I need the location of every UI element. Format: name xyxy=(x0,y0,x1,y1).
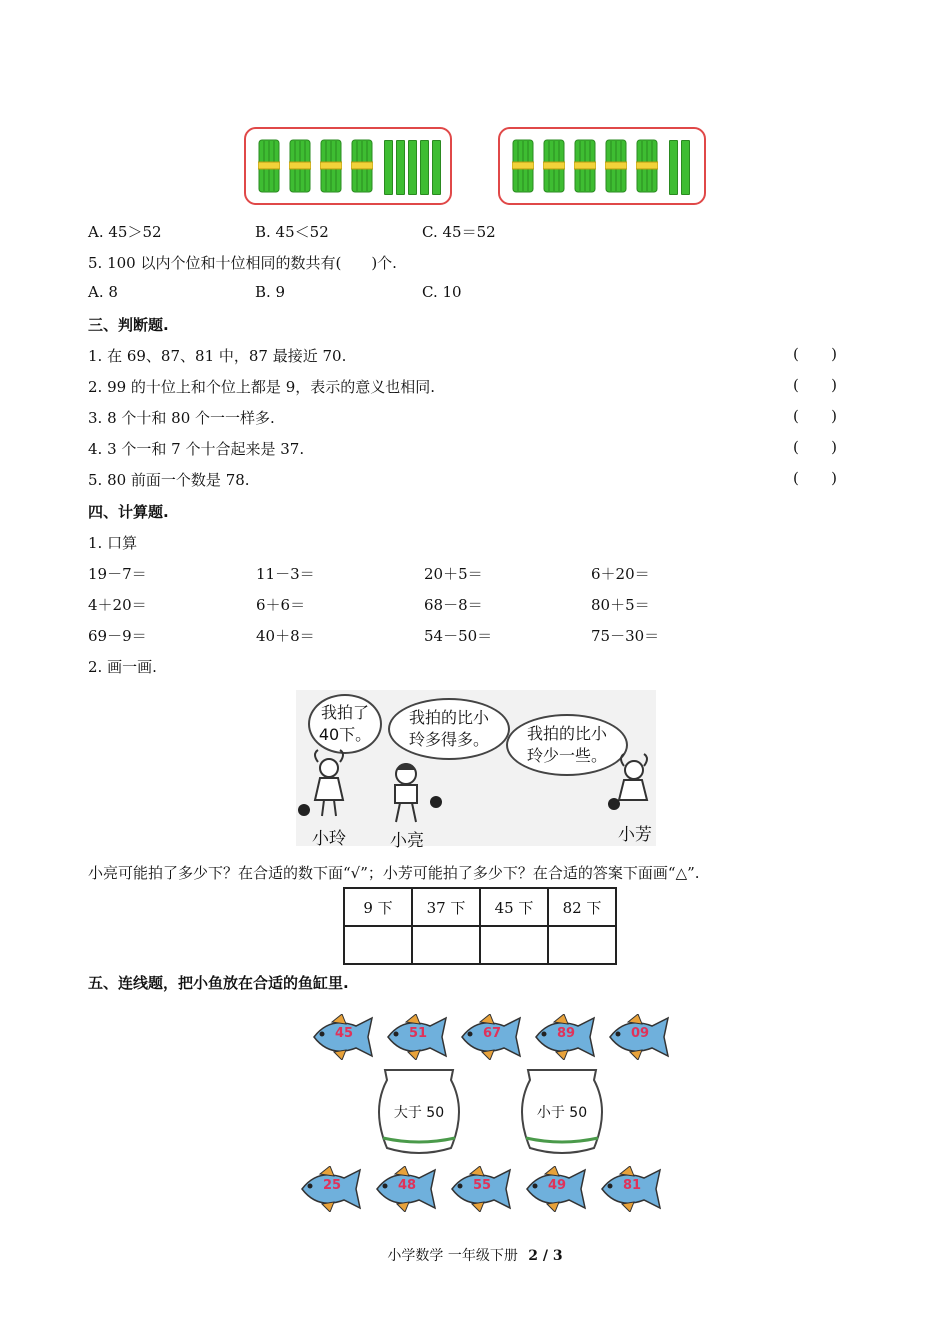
answer-cell-9[interactable] xyxy=(344,926,412,964)
fish-number: 49 xyxy=(547,1178,567,1193)
speech-bubble-xiaoliang: 我拍的比小 玲多得多。 xyxy=(388,698,510,760)
calc-r2-c3: 68－8＝ xyxy=(424,596,483,614)
speech-bubble-xiaoling: 我拍了 40下。 xyxy=(308,694,382,754)
draw-title: 2. 画一画. xyxy=(88,658,157,676)
answer-cell-82[interactable] xyxy=(548,926,616,964)
q4-option-a: A. 45＞52 xyxy=(88,223,162,241)
fish-card[interactable] xyxy=(371,1166,439,1212)
single-stick-icon xyxy=(408,140,417,195)
oral-calc-title: 1. 口算 xyxy=(88,534,138,552)
paren-close: ) xyxy=(831,469,837,487)
paren-close: ) xyxy=(831,438,837,456)
answer-parens-5[interactable] xyxy=(793,469,837,487)
paren-open: ( xyxy=(793,376,799,394)
paren-close: ) xyxy=(831,407,837,425)
fish-tank-greater[interactable] xyxy=(371,1066,467,1158)
bundle-figure-45 xyxy=(244,127,452,205)
judge-item-1: 1. 在 69、87、81 中，87 最接近 70. xyxy=(88,347,347,365)
calc-r2-c4: 80＋5＝ xyxy=(591,596,650,614)
fish-card[interactable] xyxy=(456,1014,524,1060)
single-stick-icon xyxy=(669,140,678,195)
fish-number: 81 xyxy=(622,1178,642,1193)
answer-table xyxy=(343,887,617,965)
calc-r1-c3: 20＋5＝ xyxy=(424,565,483,583)
paren-open: ( xyxy=(793,469,799,487)
judge-item-2: 2. 99 的十位上和个位上都是 9，表示的意义也相同. xyxy=(88,378,436,396)
fish-number: 67 xyxy=(482,1026,502,1041)
table-header-82: 82 下 xyxy=(548,888,616,926)
q5-option-c: C. 10 xyxy=(422,283,462,301)
q5-option-a: A. 8 xyxy=(88,283,118,301)
tank-label-less: 小于 50 xyxy=(536,1105,588,1121)
fish-card[interactable] xyxy=(521,1166,589,1212)
footer-text: 小学数学 一年级下册 xyxy=(387,1248,518,1264)
bundle-figure-52 xyxy=(498,127,706,205)
q4-option-b: B. 45＜52 xyxy=(255,223,329,241)
name-xiaoliang: 小亮 xyxy=(390,831,424,851)
section3-title: 三、判断题. xyxy=(88,316,169,334)
calc-r2-c1: 4＋20＝ xyxy=(88,596,147,614)
stick-bundle-icon xyxy=(289,138,311,194)
stick-bundle-icon xyxy=(636,138,658,194)
answer-parens-1[interactable] xyxy=(793,345,837,363)
q4-option-c: C. 45＝52 xyxy=(422,223,496,241)
calc-r3-c2: 40＋8＝ xyxy=(256,627,315,645)
calc-r3-c1: 69－9＝ xyxy=(88,627,147,645)
calc-r3-c3: 54－50＝ xyxy=(424,627,493,645)
judge-item-5: 5. 80 前面一个数是 78. xyxy=(88,471,250,489)
single-stick-icon xyxy=(396,140,405,195)
judge-item-4: 4. 3 个一和 7 个十合起来是 37. xyxy=(88,440,305,458)
fish-card[interactable] xyxy=(308,1014,376,1060)
q5-option-b: B. 9 xyxy=(255,283,286,301)
fish-card[interactable] xyxy=(446,1166,514,1212)
calc-r1-c2: 11－3＝ xyxy=(256,565,315,583)
fish-tank-less[interactable] xyxy=(514,1066,610,1158)
q5-stem: 5. 100 以内个位和十位相同的数共有( )个. xyxy=(88,254,397,272)
kid-figures-icon xyxy=(296,690,656,846)
fish-card[interactable] xyxy=(530,1014,598,1060)
fish-card[interactable] xyxy=(604,1014,672,1060)
single-stick-icon xyxy=(432,140,441,195)
name-xiaofang: 小芳 xyxy=(618,825,652,845)
calc-r2-c2: 6＋6＝ xyxy=(256,596,306,614)
stick-bundle-icon xyxy=(512,138,534,194)
fish-card[interactable] xyxy=(596,1166,664,1212)
calc-r1-c1: 19－7＝ xyxy=(88,565,147,583)
section4-title: 四、计算题. xyxy=(88,503,169,521)
paren-open: ( xyxy=(793,345,799,363)
footer xyxy=(0,1245,950,1265)
stick-bundle-icon xyxy=(574,138,596,194)
answer-cell-45[interactable] xyxy=(480,926,548,964)
stick-bundle-icon xyxy=(258,138,280,194)
stick-bundle-icon xyxy=(543,138,565,194)
calc-r3-c4: 75－30＝ xyxy=(591,627,660,645)
page-number: 2 / 3 xyxy=(528,1248,563,1264)
fish-card[interactable] xyxy=(296,1166,364,1212)
answer-cell-37[interactable] xyxy=(412,926,480,964)
draw-question: 小亮可能拍了多少下？在合适的数下面“√”；小芳可能拍了多少下？在合适的答案下面画“△”. xyxy=(88,864,700,882)
fish-number: 25 xyxy=(322,1178,342,1193)
table-header-9: 9 下 xyxy=(344,888,412,926)
tank-label-greater: 大于 50 xyxy=(393,1105,445,1121)
fish-number: 51 xyxy=(408,1026,428,1041)
kids-bouncing-ball-illustration xyxy=(296,690,656,851)
single-stick-icon xyxy=(681,140,690,195)
stick-bundle-icon xyxy=(320,138,342,194)
fish-number: 45 xyxy=(334,1026,354,1041)
fish-number: 48 xyxy=(397,1178,417,1193)
table-header-45: 45 下 xyxy=(480,888,548,926)
answer-parens-2[interactable] xyxy=(793,376,837,394)
stick-bundle-icon xyxy=(605,138,627,194)
single-stick-icon xyxy=(384,140,393,195)
fish-number: 55 xyxy=(472,1178,492,1193)
single-stick-icon xyxy=(420,140,429,195)
paren-close: ) xyxy=(831,376,837,394)
paren-close: ) xyxy=(831,345,837,363)
fish-number: 89 xyxy=(556,1026,576,1041)
answer-parens-4[interactable] xyxy=(793,438,837,456)
judge-item-3: 3. 8 个十和 80 个一一样多. xyxy=(88,409,275,427)
paren-open: ( xyxy=(793,407,799,425)
fish-card[interactable] xyxy=(382,1014,450,1060)
paren-open: ( xyxy=(793,438,799,456)
section5-title: 五、连线题，把小鱼放在合适的鱼缸里. xyxy=(88,974,349,992)
table-header-37: 37 下 xyxy=(412,888,480,926)
name-xiaoling: 小玲 xyxy=(312,829,346,849)
stick-bundle-icon xyxy=(351,138,373,194)
fish-number: 09 xyxy=(630,1026,650,1041)
calc-r1-c4: 6＋20＝ xyxy=(591,565,650,583)
speech-bubble-xiaofang: 我拍的比小 玲少一些。 xyxy=(506,714,628,776)
answer-parens-3[interactable] xyxy=(793,407,837,425)
